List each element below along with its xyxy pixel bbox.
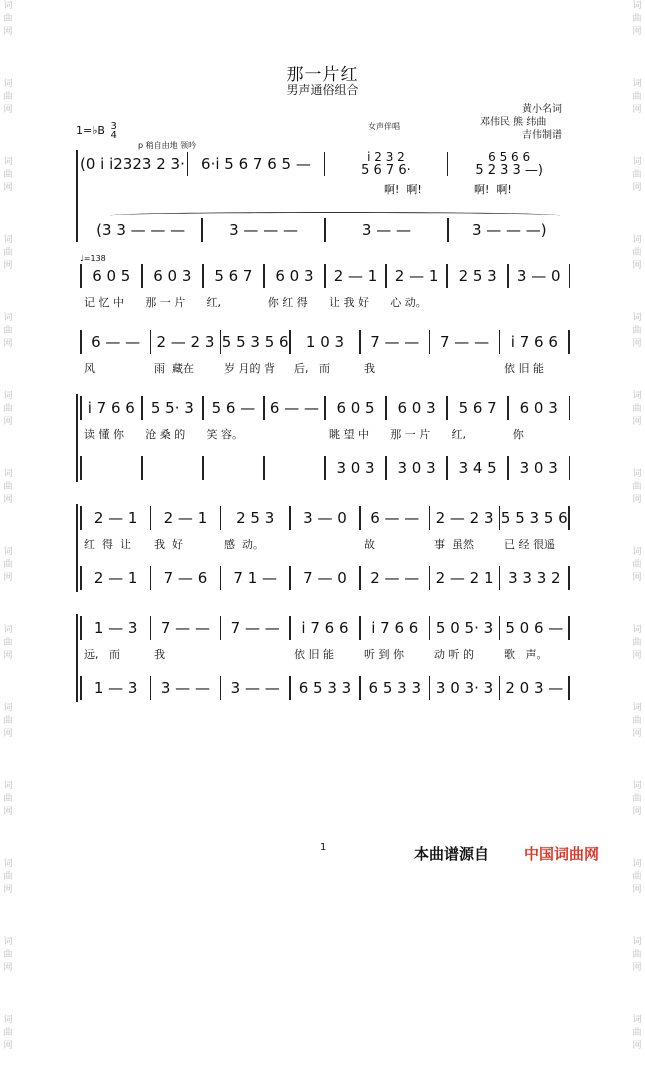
melody-measure: 5 5 3 5 6 bbox=[221, 333, 289, 351]
lyric-segment: 岁 月的 背 bbox=[224, 362, 275, 375]
intro-chorus-lower-1: 5 6 7 6· bbox=[361, 163, 411, 178]
melody-measure: 7 — — bbox=[440, 333, 490, 351]
harmony-measure: 3 0 3 bbox=[397, 459, 436, 477]
harmony-measure: 7 — 6 bbox=[163, 569, 208, 587]
harmony-measure: 6 5 3 3 bbox=[368, 679, 421, 697]
intro-bottom-staff bbox=[80, 216, 570, 244]
intro-top-m1: (0 i i2323 2 3· bbox=[80, 155, 185, 173]
melody-measure: 6 0 3 bbox=[275, 267, 314, 285]
melody-measure: 6 0 3 bbox=[519, 399, 558, 417]
barline bbox=[569, 396, 571, 420]
melody-measure: 5 5 3 5 6 bbox=[500, 509, 568, 527]
melody-measure: 6 0 5 bbox=[92, 267, 131, 285]
harmony-measure: 2 — — bbox=[370, 569, 420, 587]
lyric-segment: 后, 而 bbox=[294, 362, 330, 375]
harmony-measure: 3 0 3 bbox=[336, 459, 375, 477]
footer-site-link[interactable]: 中国词曲网 bbox=[524, 845, 600, 863]
barline bbox=[569, 264, 571, 288]
melody-measure: 6 — — bbox=[269, 399, 320, 417]
line-5-harmony-row bbox=[80, 674, 570, 702]
line-4-harmony-row bbox=[80, 564, 570, 592]
lyric-segment: 歌 声。 bbox=[504, 648, 548, 661]
melody-measure: 6 0 3 bbox=[153, 267, 192, 285]
harmony-measure: 2 — 2 1 bbox=[435, 569, 494, 587]
lyric-segment: 你 bbox=[512, 428, 524, 441]
melody-measure: 3 — 0 bbox=[303, 509, 347, 527]
barline bbox=[568, 330, 570, 354]
melody-measure: 6 — — bbox=[91, 333, 141, 351]
melody-measure: i 7 6 6 bbox=[371, 619, 419, 637]
lyric-segment: 事 虽然 bbox=[434, 538, 474, 551]
lyricist-credit: 黄小名词 bbox=[522, 104, 562, 115]
melody-measure: 2 — 1 bbox=[394, 267, 439, 285]
lyric-segment: 眺 望 中 bbox=[329, 428, 369, 441]
melody-measure: 2 — 2 3 bbox=[435, 509, 494, 527]
lyric-segment: 你 红 得 bbox=[267, 296, 308, 309]
melody-measure: i 7 6 6 bbox=[510, 333, 558, 351]
harmony-measure: 3 4 5 bbox=[458, 459, 497, 477]
melody-measure: 2 — 2 3 bbox=[156, 333, 215, 351]
footer-source-label: 本曲谱源自 bbox=[414, 845, 490, 863]
line-4-melody-row bbox=[80, 504, 570, 532]
melody-measure: 7 — — bbox=[370, 333, 420, 351]
line-2-lyrics bbox=[80, 360, 570, 376]
line-3-harmony-row bbox=[80, 454, 570, 482]
melody-measure: 6 0 3 bbox=[397, 399, 436, 417]
lyric-segment: 雨 藏在 bbox=[154, 362, 194, 375]
lyric-segment: 动 听 的 bbox=[434, 648, 474, 661]
page-number: 1 bbox=[320, 842, 327, 853]
watermark-right: 词 曲 网 词 曲 网 词 曲 网 词 曲 网 词 曲 网 词 曲 网 词 曲 网 词 曲 网 词 曲 网 词 曲 网 词 曲 网 词 曲 网 词 曲 网 词 曲 网 bbox=[632, 1, 642, 1051]
barline bbox=[202, 456, 204, 480]
lyric-segment: 依 旧 能 bbox=[504, 362, 544, 375]
harmony-measure: 3 — — bbox=[230, 679, 280, 697]
song-title: 那一片红 bbox=[286, 65, 359, 85]
line-5-melody-row bbox=[80, 614, 570, 642]
harmony-measure: 6 5 3 3 bbox=[298, 679, 352, 697]
barline bbox=[568, 676, 570, 700]
lyric-segment: 红 得 让 bbox=[84, 538, 131, 551]
lyric-segment: 依 旧 能 bbox=[294, 648, 334, 661]
melody-measure: 2 5 3 bbox=[458, 267, 497, 285]
lyric-segment: 已 经 很遥 bbox=[504, 538, 555, 551]
lyric-segment: 我 bbox=[154, 648, 165, 661]
lyric-segment: 我 好 bbox=[154, 538, 183, 551]
harmony-measure: 3 3 3 2 bbox=[508, 569, 561, 587]
harmony-measure: 1 — 3 bbox=[93, 679, 138, 697]
lyric-segment: 听 到 你 bbox=[364, 648, 404, 661]
line-3-brace bbox=[76, 394, 78, 482]
melody-measure: 7 — — bbox=[160, 619, 210, 637]
barline bbox=[568, 616, 570, 640]
barline bbox=[263, 456, 265, 480]
intro-tie-arc bbox=[110, 212, 560, 219]
intro-chorus-lower-2: 5 2 3 3 —) bbox=[475, 163, 543, 178]
barline bbox=[568, 566, 570, 590]
lyric-segment: 那 一 片 bbox=[145, 296, 186, 309]
melody-measure: 6 — — bbox=[370, 509, 420, 527]
line-5-brace bbox=[76, 614, 78, 702]
melody-measure: 6 0 5 bbox=[336, 399, 375, 417]
melody-measure: 5 0 6 — bbox=[505, 619, 564, 637]
melody-measure: i 7 6 6 bbox=[87, 399, 135, 417]
line-1-melody-row bbox=[80, 262, 570, 290]
lyric-segment: 故 bbox=[364, 538, 375, 551]
intro-marking: p 稍自由地 领吟 bbox=[138, 141, 197, 150]
melody-measure: 2 — 1 bbox=[163, 509, 208, 527]
melody-measure: 5 6 7 bbox=[458, 399, 497, 417]
barline bbox=[141, 456, 143, 480]
harmony-measure: 2 0 3 — bbox=[505, 679, 564, 697]
line-3-lyrics bbox=[80, 426, 570, 442]
intro-top-m2: 6·i 5 6 7 6 5 — bbox=[201, 155, 311, 173]
arranger-credit: 吉伟制谱 bbox=[522, 130, 562, 141]
line-2-melody-row bbox=[80, 328, 570, 356]
melody-measure: i 7 6 6 bbox=[301, 619, 349, 637]
intro-top-staff bbox=[80, 150, 570, 178]
melody-measure: 2 — 1 bbox=[333, 267, 378, 285]
intro-bottom-m1: (3 3 — — — bbox=[96, 221, 186, 239]
barline bbox=[569, 456, 571, 480]
lyric-segment: 红, bbox=[451, 428, 466, 441]
tempo-marking: ♩=138 bbox=[80, 254, 106, 263]
line-5-lyrics bbox=[80, 646, 570, 662]
lyric-segment: 那 一 片 bbox=[390, 428, 431, 441]
composer-credit: 邓伟民 熊 纬曲 bbox=[480, 117, 547, 128]
harmony-measure: 7 1 — bbox=[233, 569, 278, 587]
intro-chorus-upper-2: 6 5 6 6 bbox=[488, 150, 531, 164]
key-signature: 1=♭B 3 4 bbox=[76, 121, 117, 141]
melody-measure: 2 5 3 bbox=[236, 509, 275, 527]
intro-chorus-upper-1: i 2 3 2 bbox=[367, 150, 405, 164]
melody-measure: 5 6 7 bbox=[214, 267, 253, 285]
harmony-measure: 3 0 3 bbox=[519, 459, 558, 477]
harmony-measure: 2 — 1 bbox=[93, 569, 138, 587]
lyric-segment: 远, 而 bbox=[84, 648, 120, 661]
barline bbox=[568, 506, 570, 530]
lyric-segment: 读 懂 你 bbox=[84, 428, 124, 441]
intro-bottom-m4: 3 — — —) bbox=[471, 221, 547, 239]
melody-measure: 1 — 3 bbox=[93, 619, 138, 637]
lyric-segment: 我 bbox=[364, 362, 375, 375]
melody-measure: 2 — 1 bbox=[93, 509, 138, 527]
performer-subtitle: 男声通俗组合 bbox=[286, 83, 359, 97]
line-1-lyrics bbox=[80, 294, 570, 310]
line-4-lyrics bbox=[80, 536, 570, 552]
melody-measure: 5 5· 3 bbox=[150, 399, 194, 417]
melody-measure: 5 0 5· 3 bbox=[435, 619, 494, 637]
lyric-segment: 风 bbox=[84, 362, 95, 375]
intro-chorus-lyrics: 啊! 啊! 啊! 啊! bbox=[384, 183, 512, 196]
lyric-segment: 感 动。 bbox=[224, 538, 264, 551]
harmony-measure: 3 0 3· 3 bbox=[435, 679, 494, 697]
melody-measure: 1 0 3 bbox=[305, 333, 345, 351]
lyric-segment: 笑 容。 bbox=[206, 428, 243, 441]
lyric-segment: 沧 桑 的 bbox=[145, 428, 186, 441]
harmony-measure: 3 — — bbox=[160, 679, 210, 697]
harmony-measure: 7 — 0 bbox=[303, 569, 347, 587]
barline bbox=[80, 456, 82, 480]
lyric-segment: 记 忆 中 bbox=[84, 296, 124, 309]
line-4-brace bbox=[76, 504, 78, 592]
melody-measure: 5 6 — bbox=[211, 399, 256, 417]
lyric-segment: 红, bbox=[206, 296, 221, 309]
system-1-brace bbox=[76, 150, 78, 242]
lyric-segment: 让 我 好 bbox=[329, 296, 369, 309]
watermark-left: 词 曲 网 词 曲 网 词 曲 网 词 曲 网 词 曲 网 词 曲 网 词 曲 网 词 曲 网 词 曲 网 词 曲 网 词 曲 网 词 曲 网 词 曲 网 词 曲 网 bbox=[3, 1, 13, 1051]
lyric-segment: 心 动。 bbox=[390, 296, 427, 309]
female-chorus-label: 女声伴唱 bbox=[368, 122, 400, 131]
line-3-melody-row bbox=[80, 394, 570, 422]
melody-measure: 3 — 0 bbox=[516, 267, 561, 285]
intro-bottom-m2: 3 — — — bbox=[229, 221, 298, 239]
melody-measure: 7 — — bbox=[230, 619, 280, 637]
intro-bottom-m3: 3 — — bbox=[361, 221, 411, 239]
